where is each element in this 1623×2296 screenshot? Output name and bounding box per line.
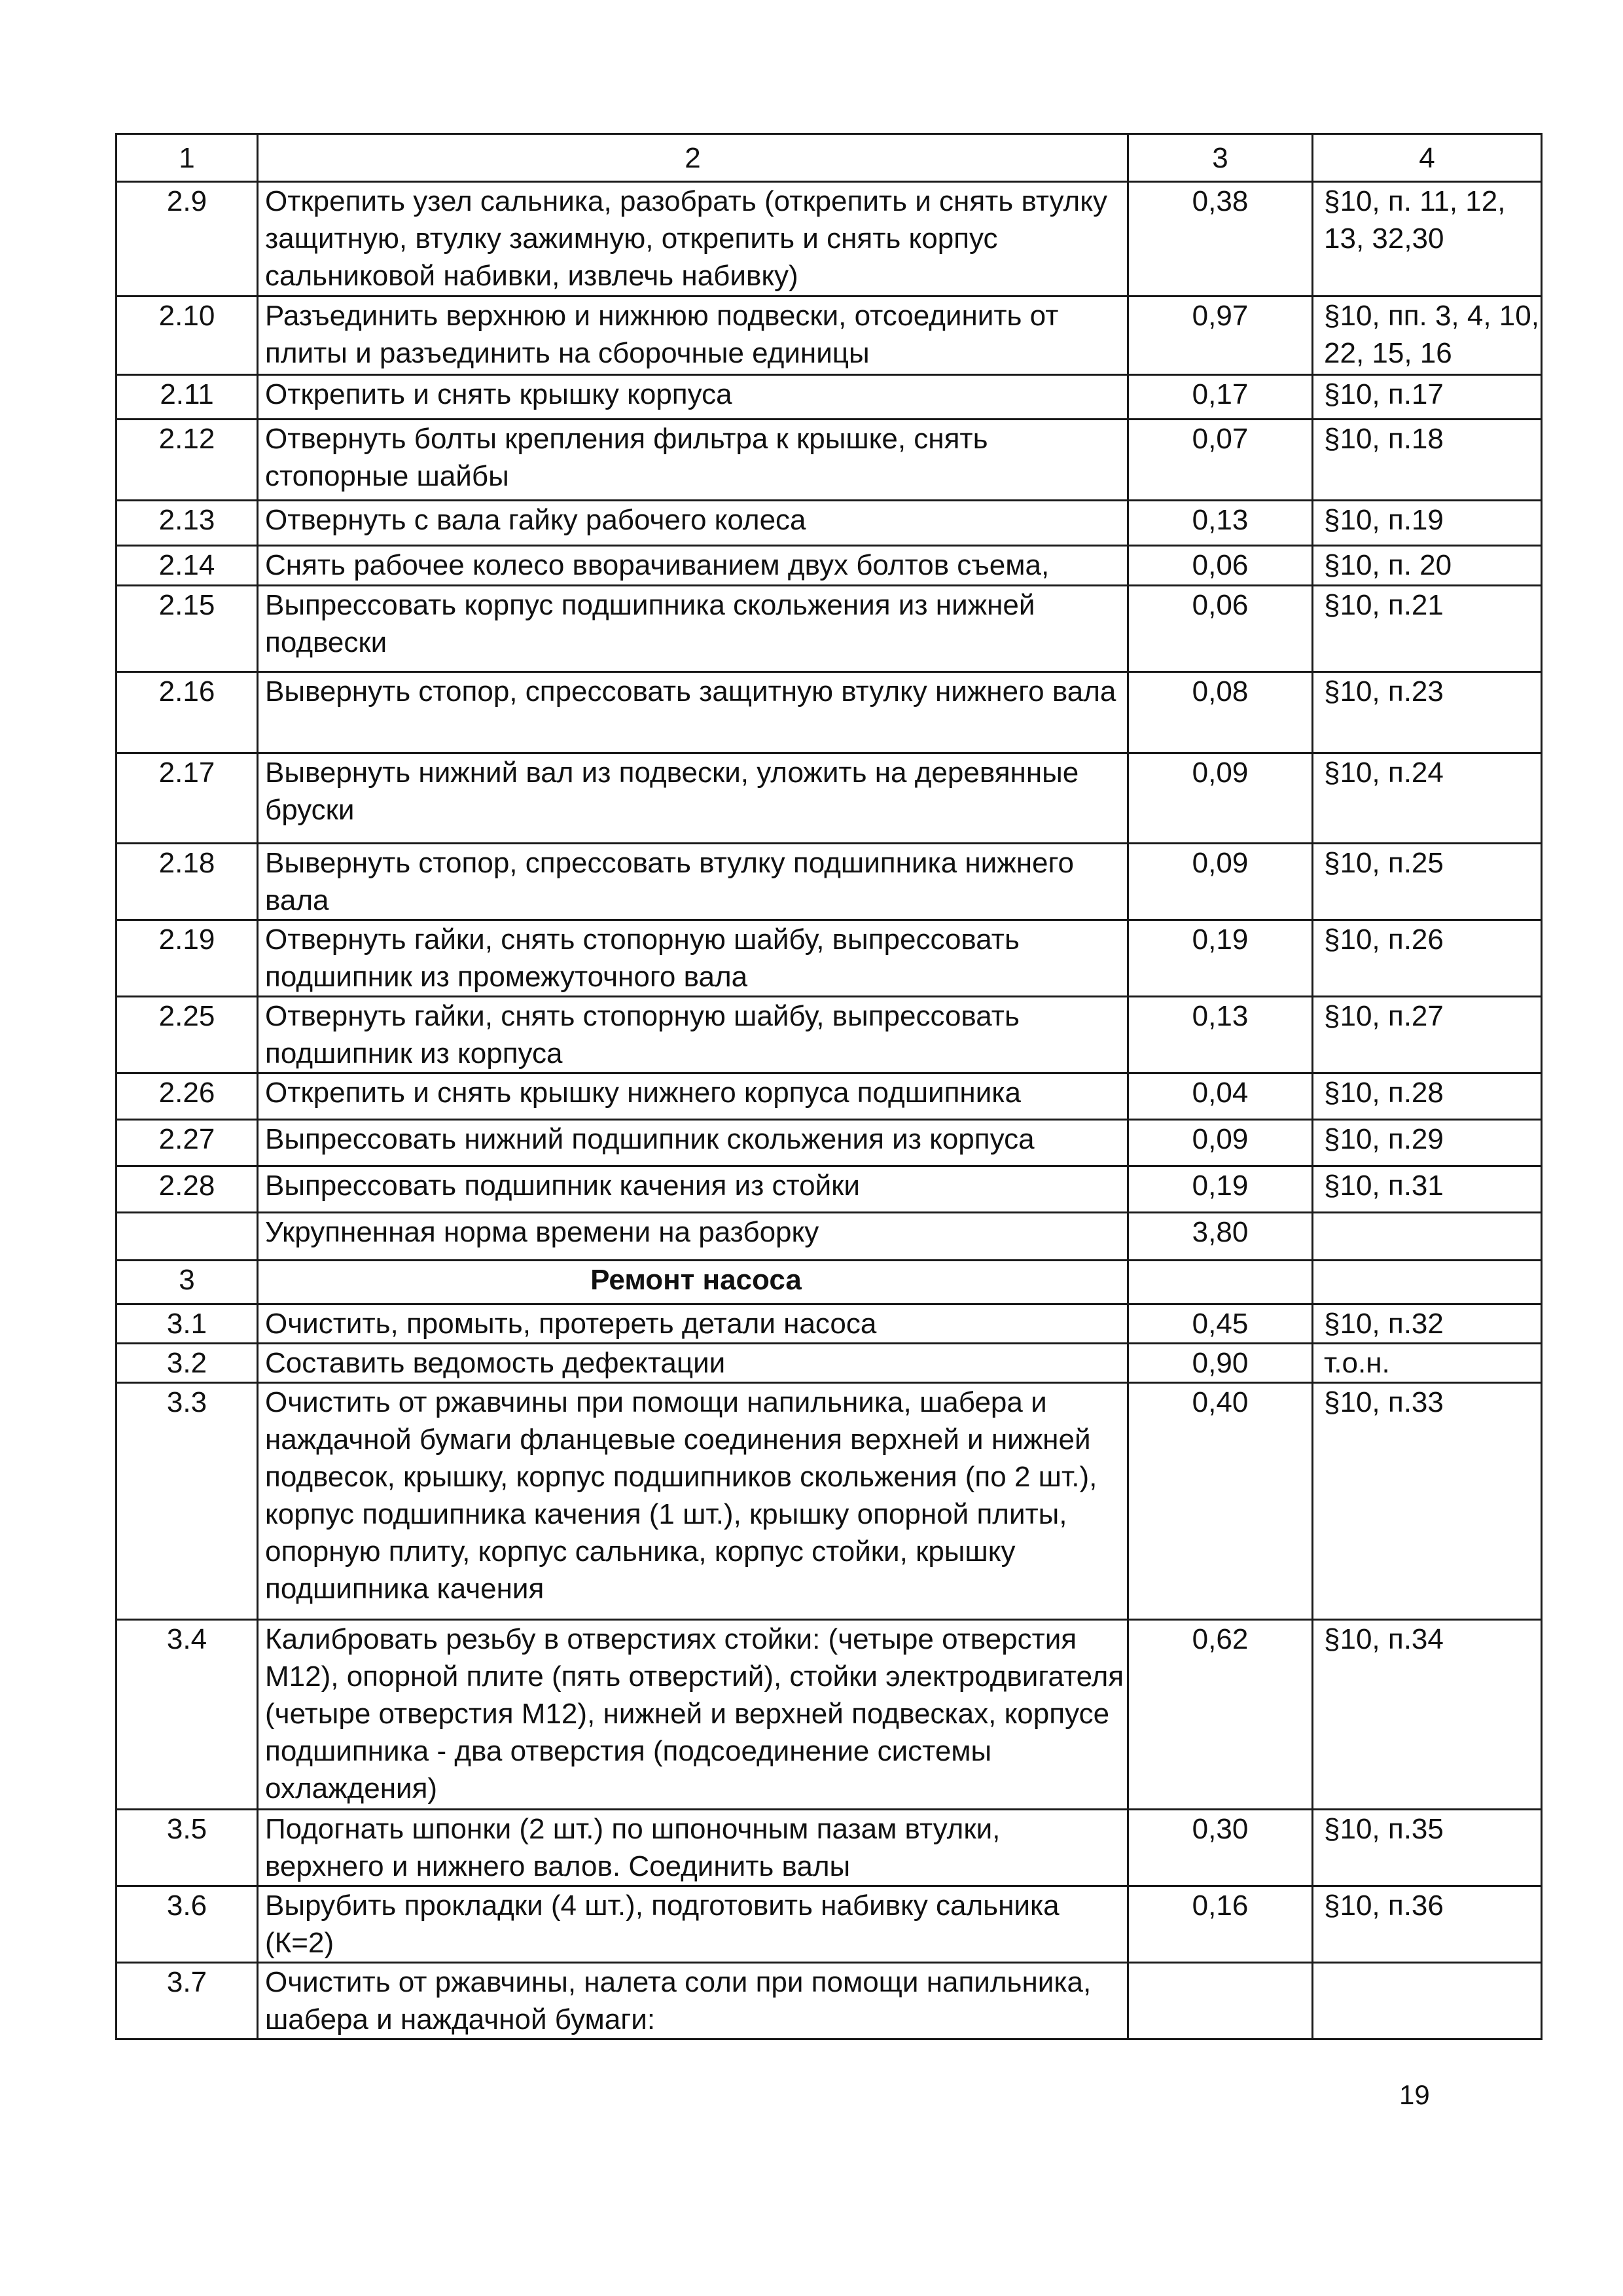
item-number: 2.11 xyxy=(116,375,258,420)
time-norm: 0,06 xyxy=(1128,546,1313,586)
operation-text: Снять рабочее колесо вворачиванием двух болтов съема, xyxy=(258,546,1128,586)
table-header-row xyxy=(116,134,1542,182)
operation-text: Составить ведомость дефектации xyxy=(258,1344,1128,1383)
time-norm: 0,13 xyxy=(1128,997,1313,1073)
reference: §10, п.32 xyxy=(1313,1304,1542,1344)
table-row xyxy=(116,501,1542,546)
item-number: 3 xyxy=(116,1261,258,1304)
operation-text: Открепить узел сальника, разобрать (открепить и снять втулку защитную, втулку зажимную, открепить и снять корпус сальниковой набивки, извлечь набивку) xyxy=(258,182,1128,296)
operation-text: Вывернуть стопор, спрессовать втулку подшипника нижнего вала xyxy=(258,844,1128,920)
time-norm: 3,80 xyxy=(1128,1213,1313,1261)
reference: §10, п.33 xyxy=(1313,1383,1542,1620)
item-number: 3.5 xyxy=(116,1810,258,1886)
item-number: 2.16 xyxy=(116,672,258,753)
table-row xyxy=(116,1383,1542,1620)
reference xyxy=(1313,1963,1542,2039)
reference: §10, п.31 xyxy=(1313,1166,1542,1213)
operations-table xyxy=(115,133,1543,2040)
table-row xyxy=(116,546,1542,586)
time-norm: 0,17 xyxy=(1128,375,1313,420)
time-norm: 0,90 xyxy=(1128,1344,1313,1383)
operation-text: Выпрессовать подшипник качения из стойки xyxy=(258,1166,1128,1213)
table-row xyxy=(116,1344,1542,1383)
reference xyxy=(1313,1261,1542,1304)
item-number xyxy=(116,1213,258,1261)
time-norm: 0,38 xyxy=(1128,182,1313,296)
reference: §10, п.35 xyxy=(1313,1810,1542,1886)
item-number: 2.25 xyxy=(116,997,258,1073)
operation-text: Отвернуть гайки, снять стопорную шайбу, выпрессовать подшипник из корпуса xyxy=(258,997,1128,1073)
header-cell-2: 2 xyxy=(258,134,1128,182)
operation-text: Очистить от ржавчины при помощи напильника, шабера и наждачной бумаги фланцевые соединения верхней и нижней подвесок, крышку, корпус подшипников скольжения (по 2 шт.), корпус подшипника качения (1 шт.), крышку опорной плиты, опорную плиту, корпус сальника, корпус стойки, крышку подшипника качения xyxy=(258,1383,1128,1620)
item-number: 2.27 xyxy=(116,1120,258,1166)
section-row xyxy=(116,1261,1542,1304)
table-row xyxy=(116,1166,1542,1213)
reference: §10, п.23 xyxy=(1313,672,1542,753)
item-number: 2.17 xyxy=(116,753,258,844)
operation-text: Открепить и снять крышку нижнего корпуса подшипника xyxy=(258,1073,1128,1120)
operation-text: Вырубить прокладки (4 шт.), подготовить набивку сальника (К=2) xyxy=(258,1886,1128,1963)
item-number: 3.3 xyxy=(116,1383,258,1620)
time-norm: 0,19 xyxy=(1128,920,1313,997)
item-number: 3.4 xyxy=(116,1620,258,1810)
reference: §10, п. 11, 12, 13, 32,30 xyxy=(1313,182,1542,296)
item-number: 3.6 xyxy=(116,1886,258,1963)
table-row xyxy=(116,920,1542,997)
reference: §10, п. 20 xyxy=(1313,546,1542,586)
time-norm: 0,09 xyxy=(1128,1120,1313,1166)
item-number: 3.2 xyxy=(116,1344,258,1383)
table-row xyxy=(116,844,1542,920)
reference: §10, п.28 xyxy=(1313,1073,1542,1120)
item-number: 2.26 xyxy=(116,1073,258,1120)
operation-text: Отвернуть с вала гайку рабочего колеса xyxy=(258,501,1128,546)
table-row xyxy=(116,1304,1542,1344)
reference: §10, п.24 xyxy=(1313,753,1542,844)
item-number: 2.15 xyxy=(116,586,258,672)
operation-text: Выпрессовать нижний подшипник скольжения из корпуса xyxy=(258,1120,1128,1166)
time-norm: 0,16 xyxy=(1128,1886,1313,1963)
reference: §10, п.19 xyxy=(1313,501,1542,546)
item-number: 3.7 xyxy=(116,1963,258,2039)
table-row xyxy=(116,1886,1542,1963)
time-norm xyxy=(1128,1261,1313,1304)
reference: §10, п.21 xyxy=(1313,586,1542,672)
header-cell-1: 1 xyxy=(116,134,258,182)
item-number: 2.18 xyxy=(116,844,258,920)
time-norm: 0,30 xyxy=(1128,1810,1313,1886)
operation-text: Вывернуть стопор, спрессовать защитную втулку нижнего вала xyxy=(258,672,1128,753)
item-number: 3.1 xyxy=(116,1304,258,1344)
header-cell-3: 3 xyxy=(1128,134,1313,182)
header-cell-4: 4 xyxy=(1313,134,1542,182)
table-row xyxy=(116,1120,1542,1166)
time-norm: 0,45 xyxy=(1128,1304,1313,1344)
time-norm: 0,08 xyxy=(1128,672,1313,753)
reference: §10, п.18 xyxy=(1313,420,1542,501)
table-row xyxy=(116,182,1542,296)
table-row xyxy=(116,672,1542,753)
table-row xyxy=(116,1213,1542,1261)
time-norm: 0,97 xyxy=(1128,296,1313,375)
time-norm: 0,06 xyxy=(1128,586,1313,672)
table-row xyxy=(116,375,1542,420)
time-norm: 0,13 xyxy=(1128,501,1313,546)
reference: §10, п.34 xyxy=(1313,1620,1542,1810)
operation-text: Открепить и снять крышку корпуса xyxy=(258,375,1128,420)
table-row xyxy=(116,1073,1542,1120)
table-row xyxy=(116,753,1542,844)
item-number: 2.12 xyxy=(116,420,258,501)
table-row xyxy=(116,296,1542,375)
operation-text: Очистить, промыть, протереть детали насоса xyxy=(258,1304,1128,1344)
item-number: 2.14 xyxy=(116,546,258,586)
reference: т.о.н. xyxy=(1313,1344,1542,1383)
item-number: 2.9 xyxy=(116,182,258,296)
operation-text: Разъединить верхнюю и нижнюю подвески, отсоединить от плиты и разъединить на сборочные единицы xyxy=(258,296,1128,375)
reference xyxy=(1313,1213,1542,1261)
time-norm: 0,19 xyxy=(1128,1166,1313,1213)
page-number: 19 xyxy=(1399,2079,1430,2110)
time-norm: 0,09 xyxy=(1128,753,1313,844)
operation-text: Отвернуть гайки, снять стопорную шайбу, выпрессовать подшипник из промежуточного вала xyxy=(258,920,1128,997)
time-norm: 0,07 xyxy=(1128,420,1313,501)
operation-text: Укрупненная норма времени на разборку xyxy=(258,1213,1128,1261)
time-norm: 0,40 xyxy=(1128,1383,1313,1620)
operation-text: Очистить от ржавчины, налета соли при помощи напильника, шабера и наждачной бумаги: xyxy=(258,1963,1128,2039)
table-row xyxy=(116,1810,1542,1886)
reference: §10, пп. 3, 4, 10, 22, 15, 16 xyxy=(1313,296,1542,375)
item-number: 2.28 xyxy=(116,1166,258,1213)
reference: §10, п.17 xyxy=(1313,375,1542,420)
operation-text: Отвернуть болты крепления фильтра к крышке, снять стопорные шайбы xyxy=(258,420,1128,501)
table-row xyxy=(116,997,1542,1073)
item-number: 2.13 xyxy=(116,501,258,546)
table-row xyxy=(116,420,1542,501)
time-norm: 0,62 xyxy=(1128,1620,1313,1810)
table-row xyxy=(116,1620,1542,1810)
operation-text: Выпрессовать корпус подшипника скольжения из нижней подвески xyxy=(258,586,1128,672)
time-norm: 0,09 xyxy=(1128,844,1313,920)
time-norm: 0,04 xyxy=(1128,1073,1313,1120)
reference: §10, п.36 xyxy=(1313,1886,1542,1963)
item-number: 2.10 xyxy=(116,296,258,375)
item-number: 2.19 xyxy=(116,920,258,997)
operation-text: Калибровать резьбу в отверстиях стойки: (четыре отверстия М12), опорной плите (пять отверстий), стойки электродвигателя (четыре отверстия М12), нижней и верхней подвесках, корпусе подшипника - два отверстия (подсоединение системы охлаждения) xyxy=(258,1620,1128,1810)
reference: §10, п.25 xyxy=(1313,844,1542,920)
time-norm xyxy=(1128,1963,1313,2039)
section-title: Ремонт насоса xyxy=(258,1261,1128,1304)
operation-text: Вывернуть нижний вал из подвески, уложить на деревянные бруски xyxy=(258,753,1128,844)
operation-text: Подогнать шпонки (2 шт.) по шпоночным пазам втулки, верхнего и нижнего валов. Соединить валы xyxy=(258,1810,1128,1886)
reference: §10, п.29 xyxy=(1313,1120,1542,1166)
reference: §10, п.27 xyxy=(1313,997,1542,1073)
reference: §10, п.26 xyxy=(1313,920,1542,997)
table-row xyxy=(116,1963,1542,2039)
table-row xyxy=(116,586,1542,672)
